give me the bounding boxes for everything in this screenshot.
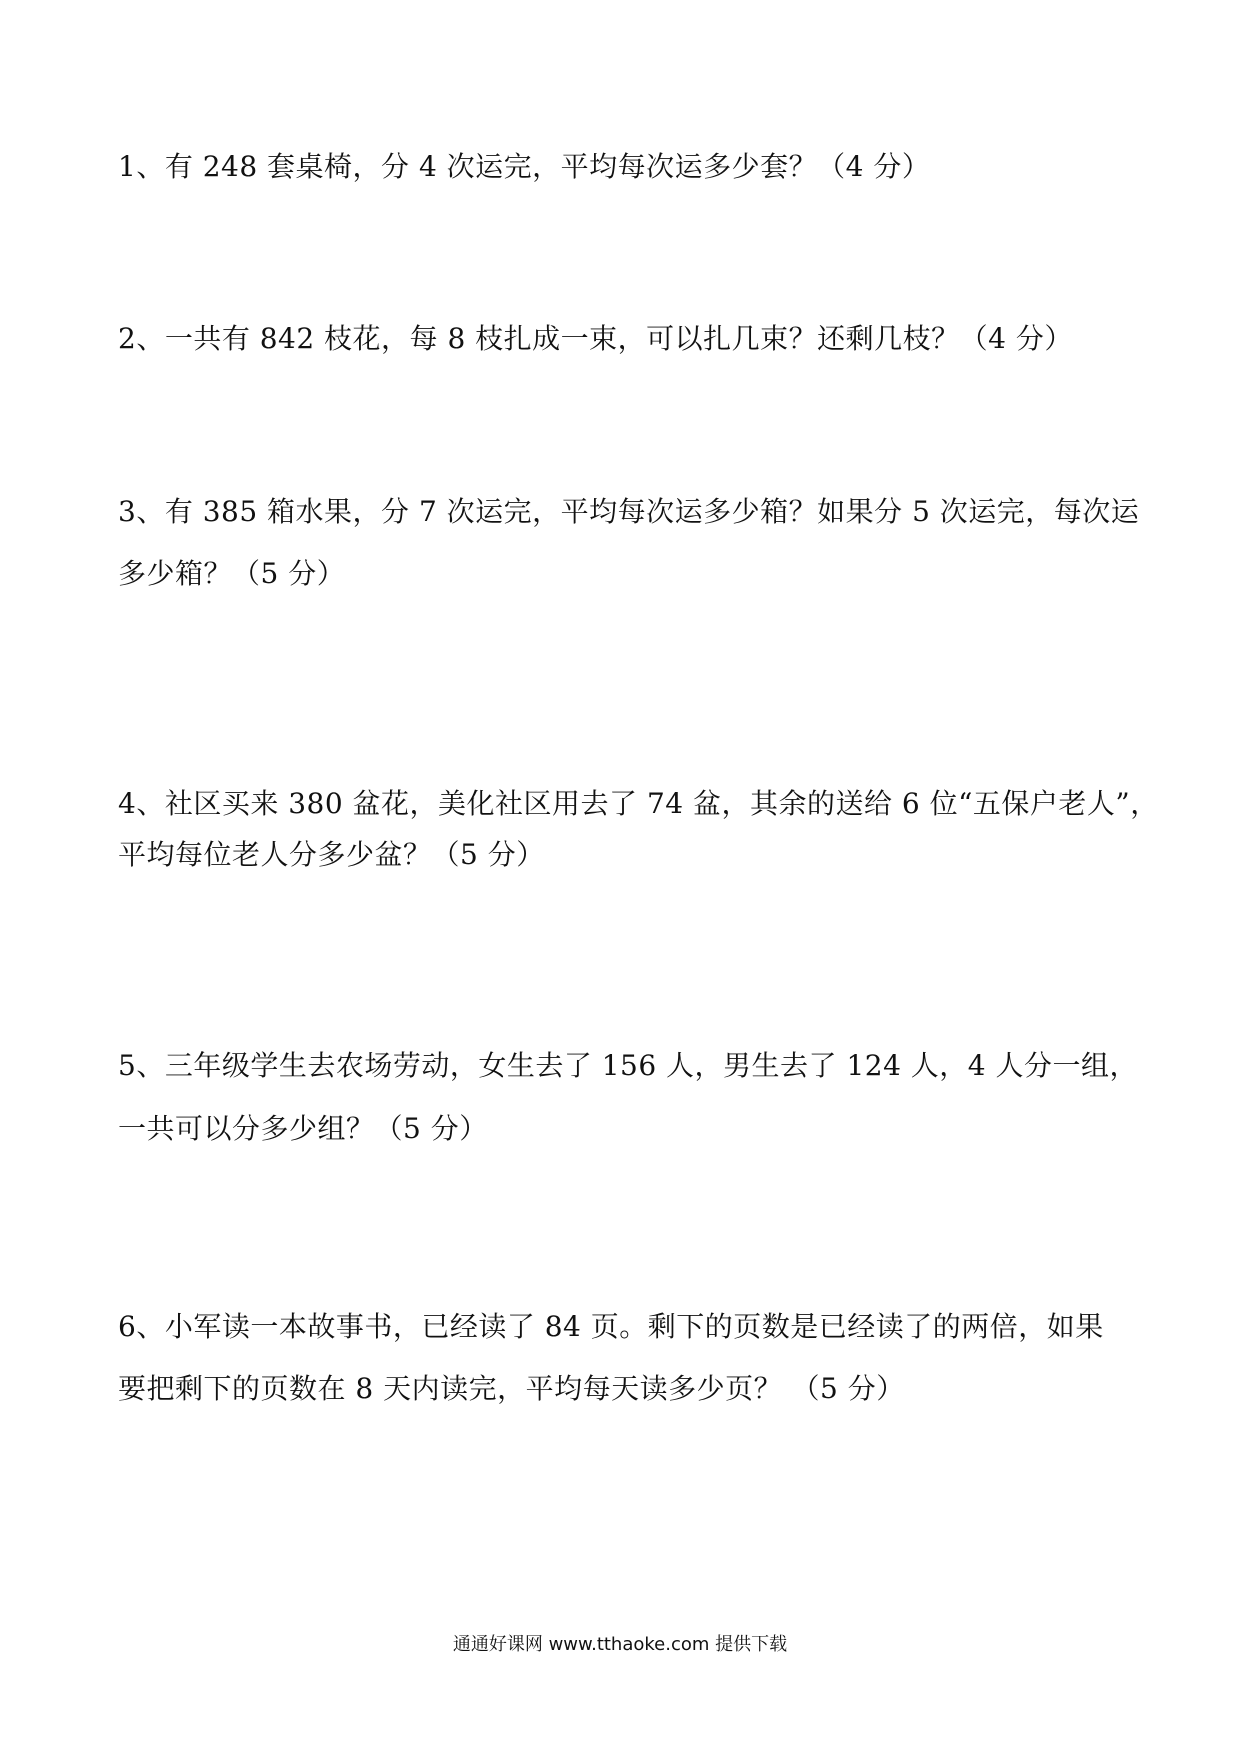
problem-6-line-2: 要把剩下的页数在 8 天内读完，平均每天读多少页？ （5 分）: [118, 1372, 905, 1405]
problem-5-line-2: 一共可以分多少组？（5 分）: [118, 1112, 488, 1145]
problem-5-line-1: 5、三年级学生去农场劳动，女生去了 156 人，男生去了 124 人，4 人分一组，: [118, 1049, 1139, 1082]
problem-4-line-2: 平均每位老人分多少盆？（5 分）: [118, 838, 545, 871]
problem-3-line-2: 多少箱？（5 分）: [118, 557, 346, 590]
problem-2-line-1: 2、一共有 842 枝花，每 8 枝扎成一束，可以扎几束？还剩几枝？（4 分）: [118, 322, 1073, 355]
problem-6-line-1: 6、小军读一本故事书，已经读了 84 页。剩下的页数是已经读了的两倍，如果: [118, 1310, 1104, 1343]
problem-4-line-1: 4、社区买来 380 盆花，美化社区用去了 74 盆，其余的送给 6 位“五保户老人”，: [118, 787, 1159, 820]
page-footer: 通通好课网 www.tthaoke.com 提供下载: [452, 1634, 788, 1655]
problem-1-line-1: 1、有 248 套桌椅，分 4 次运完，平均每次运多少套？（4 分）: [118, 150, 931, 183]
problem-3-line-1: 3、有 385 箱水果，分 7 次运完，平均每次运多少箱？如果分 5 次运完，每次运: [118, 495, 1140, 528]
